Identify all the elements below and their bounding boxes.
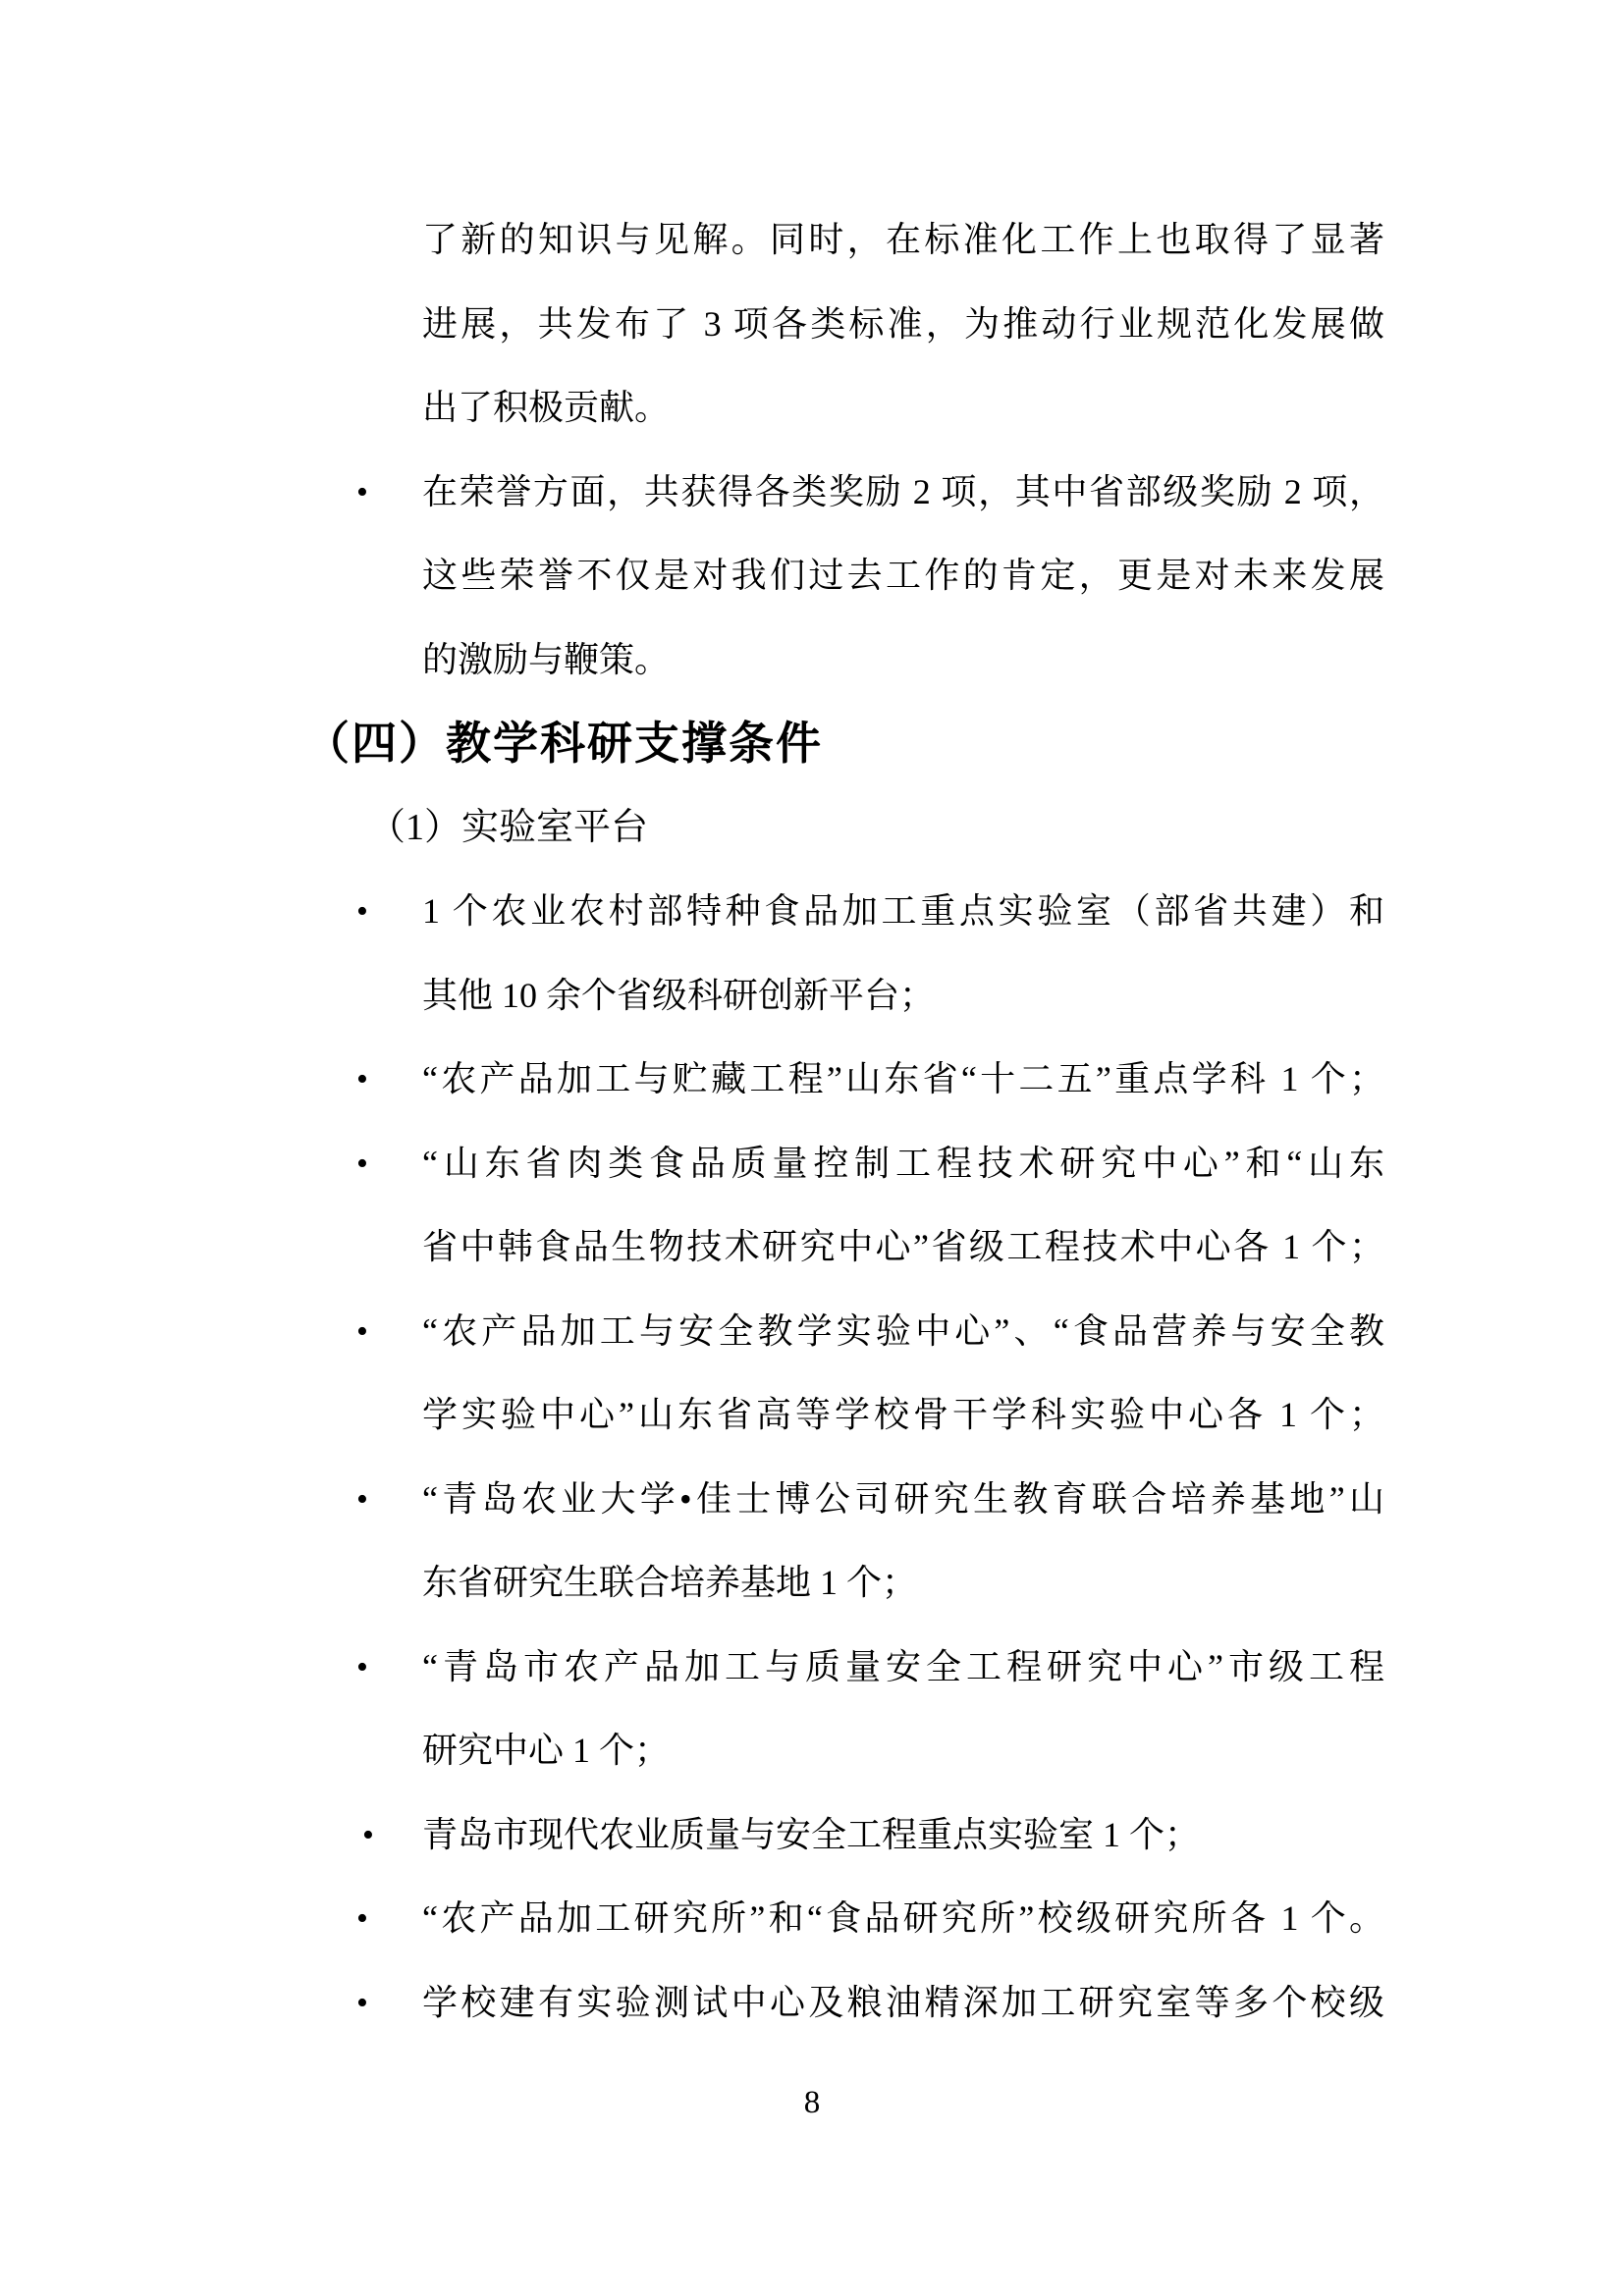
bullet-icon: • xyxy=(356,1480,368,1518)
bullet-icon: • xyxy=(362,1816,374,1853)
text-line xyxy=(422,366,1384,451)
line-text: “农产品加工与贮藏工程”山东省“十二五”重点学科 1 个； xyxy=(422,1059,1384,1098)
line-text: 在荣誉方面，共获得各类奖励 2 项，其中省部级奖励 2 项， xyxy=(422,471,1384,511)
bullet-icon: • xyxy=(356,1648,368,1685)
line-text: 出了积极贡献。 xyxy=(422,388,671,427)
line-text: 了新的知识与见解。同时，在标准化工作上也取得了显著 xyxy=(422,220,1384,259)
text-line xyxy=(356,870,1384,954)
text-line xyxy=(356,1961,1384,2046)
bullet-icon: • xyxy=(356,893,368,930)
text-line xyxy=(356,1038,1384,1122)
section-heading xyxy=(304,702,1384,786)
bullet-icon: • xyxy=(356,1312,368,1350)
line-text: 省中韩食品生物技术研究中心”省级工程技术中心各 1 个； xyxy=(422,1227,1384,1266)
bullet-icon: • xyxy=(356,1900,368,1937)
line-text: 东省研究生联合培养基地 1 个； xyxy=(422,1563,918,1602)
text-line xyxy=(422,954,1384,1039)
bullet-icon: • xyxy=(356,1984,368,2021)
line-text: 其他 10 余个省级科研创新平台； xyxy=(422,975,936,1015)
bullet-icon: • xyxy=(356,1061,368,1097)
line-text: 1 个农业农村部特种食品加工重点实验室（部省共建）和 xyxy=(422,891,1384,931)
line-text: 学实验中心”山东省高等学校骨干学科实验中心各 1 个； xyxy=(422,1395,1384,1434)
text-line xyxy=(422,1709,1384,1793)
text-line xyxy=(356,1877,1384,1961)
text-line xyxy=(422,283,1384,367)
line-text: 的激励与鞭策。 xyxy=(422,639,671,679)
line-text: “农产品加工与安全教学实验中心”、“食品营养与安全教 xyxy=(422,1310,1384,1351)
line-text: “青岛市农产品加工与质量安全工程研究中心”市级工程 xyxy=(422,1646,1384,1686)
text-line xyxy=(422,1205,1384,1290)
page-number: 8 xyxy=(803,2085,821,2120)
text-line xyxy=(356,1290,1384,1374)
line-text: （四）教学科研支撑条件 xyxy=(304,719,823,769)
text-line xyxy=(422,1373,1384,1458)
bullet-icon: • xyxy=(356,473,368,510)
line-text: “山东省肉类食品质量控制工程技术研究中心”和“山东 xyxy=(422,1143,1384,1183)
text-line xyxy=(422,1541,1384,1626)
line-text: “青岛农业大学•佳士博公司研究生教育联合培养基地”山 xyxy=(422,1478,1384,1519)
line-text: 进展，共发布了 3 项各类标准，为推动行业规范化发展做 xyxy=(422,303,1384,344)
bullet-icon: • xyxy=(356,1145,368,1182)
line-text: “农产品加工研究所”和“食品研究所”校级研究所各 1 个。 xyxy=(422,1898,1384,1938)
line-text: 青岛市现代农业质量与安全工程重点实验室 1 个； xyxy=(422,1814,1201,1854)
text-line xyxy=(356,1122,1384,1206)
line-text: （1）实验室平台 xyxy=(368,806,649,848)
text-line xyxy=(422,534,1384,618)
text-line xyxy=(356,451,1384,535)
line-text: 学校建有实验测试中心及粮油精深加工研究室等多个校级 xyxy=(422,1982,1384,2022)
text-line xyxy=(356,1626,1384,1710)
text-line xyxy=(356,1458,1384,1542)
line-text: 研究中心 1 个； xyxy=(422,1731,671,1770)
line-text: 这些荣誉不仅是对我们过去工作的肯定，更是对未来发展 xyxy=(422,556,1384,595)
text-line xyxy=(362,1793,1384,1878)
text-line xyxy=(422,198,1384,283)
document-content xyxy=(304,198,1384,2045)
text-line xyxy=(422,618,1384,703)
sub-heading xyxy=(368,786,1384,871)
